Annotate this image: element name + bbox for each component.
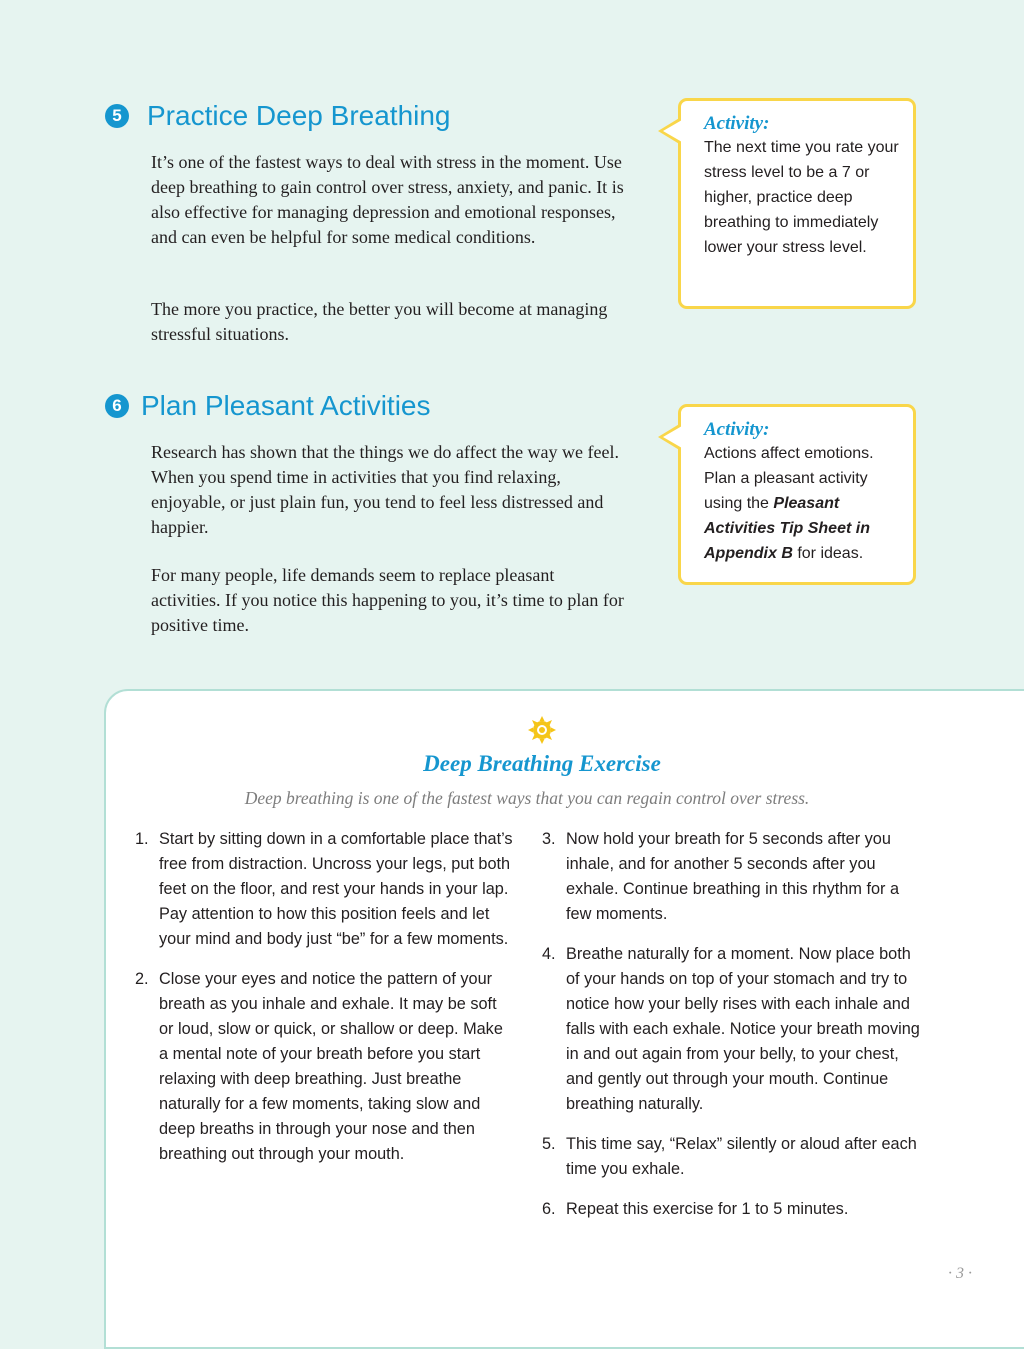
list-item: 2. Close your eyes and notice the pattern of your breath as you inhale and exhale. It may be soft or loud, slow or quick, or shallow or deep. Make a mental note of your breath before you start relaxing with deep breathing. Just breathe naturally for a few moments, taking slow and deep breaths in through your nose and then breathing out through your mouth. [135, 970, 503, 1163]
section5-paragraph-2: The more you practice, the better you will become at managing stressful situations. [151, 299, 608, 344]
exercise-subtitle: Deep breathing is one of the fastest ways that you can regain control over stress. [244, 788, 810, 808]
list-item: 1. Start by sitting down in a comfortable place that’s free from distraction. Uncross your legs, put both feet on the floor, and rest your hands in your lap. Pay attention to how this position feels and let your mind and body just “be” for a few moments. [135, 830, 513, 948]
steps-list-right [542, 827, 922, 1222]
activity-heading: Activity: [704, 419, 770, 440]
activity-callout-pleasant [678, 404, 916, 585]
section-heading-plan-pleasant-activities [105, 390, 431, 422]
activity-heading: Activity: [704, 113, 770, 134]
list-item: 4. Breathe naturally for a moment. Now place both of your hands on top of your stomach and try to notice how your belly rises with each inhale and falls with each exhale. Notice your breath moving in and out again from your belly, to your chest, and gently out through your mouth. Continue breathing naturally. [542, 945, 920, 1113]
list-item: 3. Now hold your breath for 5 seconds after you inhale, and for another 5 seconds after you exhale. Continue breathing in this rhythm for a few moments. [542, 830, 900, 923]
number-5-badge: 5 [105, 104, 129, 128]
activity-text: Actions affect emotions. Plan a pleasant activity using the Pleasant Activities Tip Sheet in Appendix B for ideas. [704, 445, 874, 562]
steps-list-left [135, 827, 515, 1167]
number-6-badge: 6 [105, 394, 129, 418]
list-item: 6. Repeat this exercise for 1 to 5 minutes. [542, 1200, 849, 1218]
activity-callout-breathing [678, 98, 916, 309]
section-title: Plan Pleasant Activities [141, 390, 431, 421]
section-heading-practice-deep-breathing [105, 100, 451, 132]
sun-icon [528, 716, 556, 744]
appendix-reference: Pleasant Activities Tip Sheet in Appendix B [704, 495, 870, 562]
section5-paragraph-1: It’s one of the fastest ways to deal with stress in the moment. Use deep breathing to gain control over stress, anxiety, and panic. It is also effective for managing depression and emotional responses, and can even be helpful for some medical conditions. [151, 152, 624, 247]
section-title: Practice Deep Breathing [147, 100, 451, 131]
list-item: 5. This time say, “Relax” silently or aloud after each time you exhale. [542, 1135, 917, 1178]
activity-text: The next time you rate your stress level to be a 7 or higher, practice deep breathing to immediately lower your stress level. [704, 139, 899, 256]
exercise-title: Deep Breathing Exercise [423, 751, 661, 776]
page-number: · 3 · [948, 1265, 972, 1282]
section6-paragraph-1: Research has shown that the things we do affect the way we feel. When you spend time in activities that you find relaxing, enjoyable, or just plain fun, you tend to feel less distressed and happier. [151, 442, 620, 537]
section6-paragraph-2: For many people, life demands seem to replace pleasant activities. If you notice this happening to you, it’s time to plan for positive time. [151, 565, 624, 635]
